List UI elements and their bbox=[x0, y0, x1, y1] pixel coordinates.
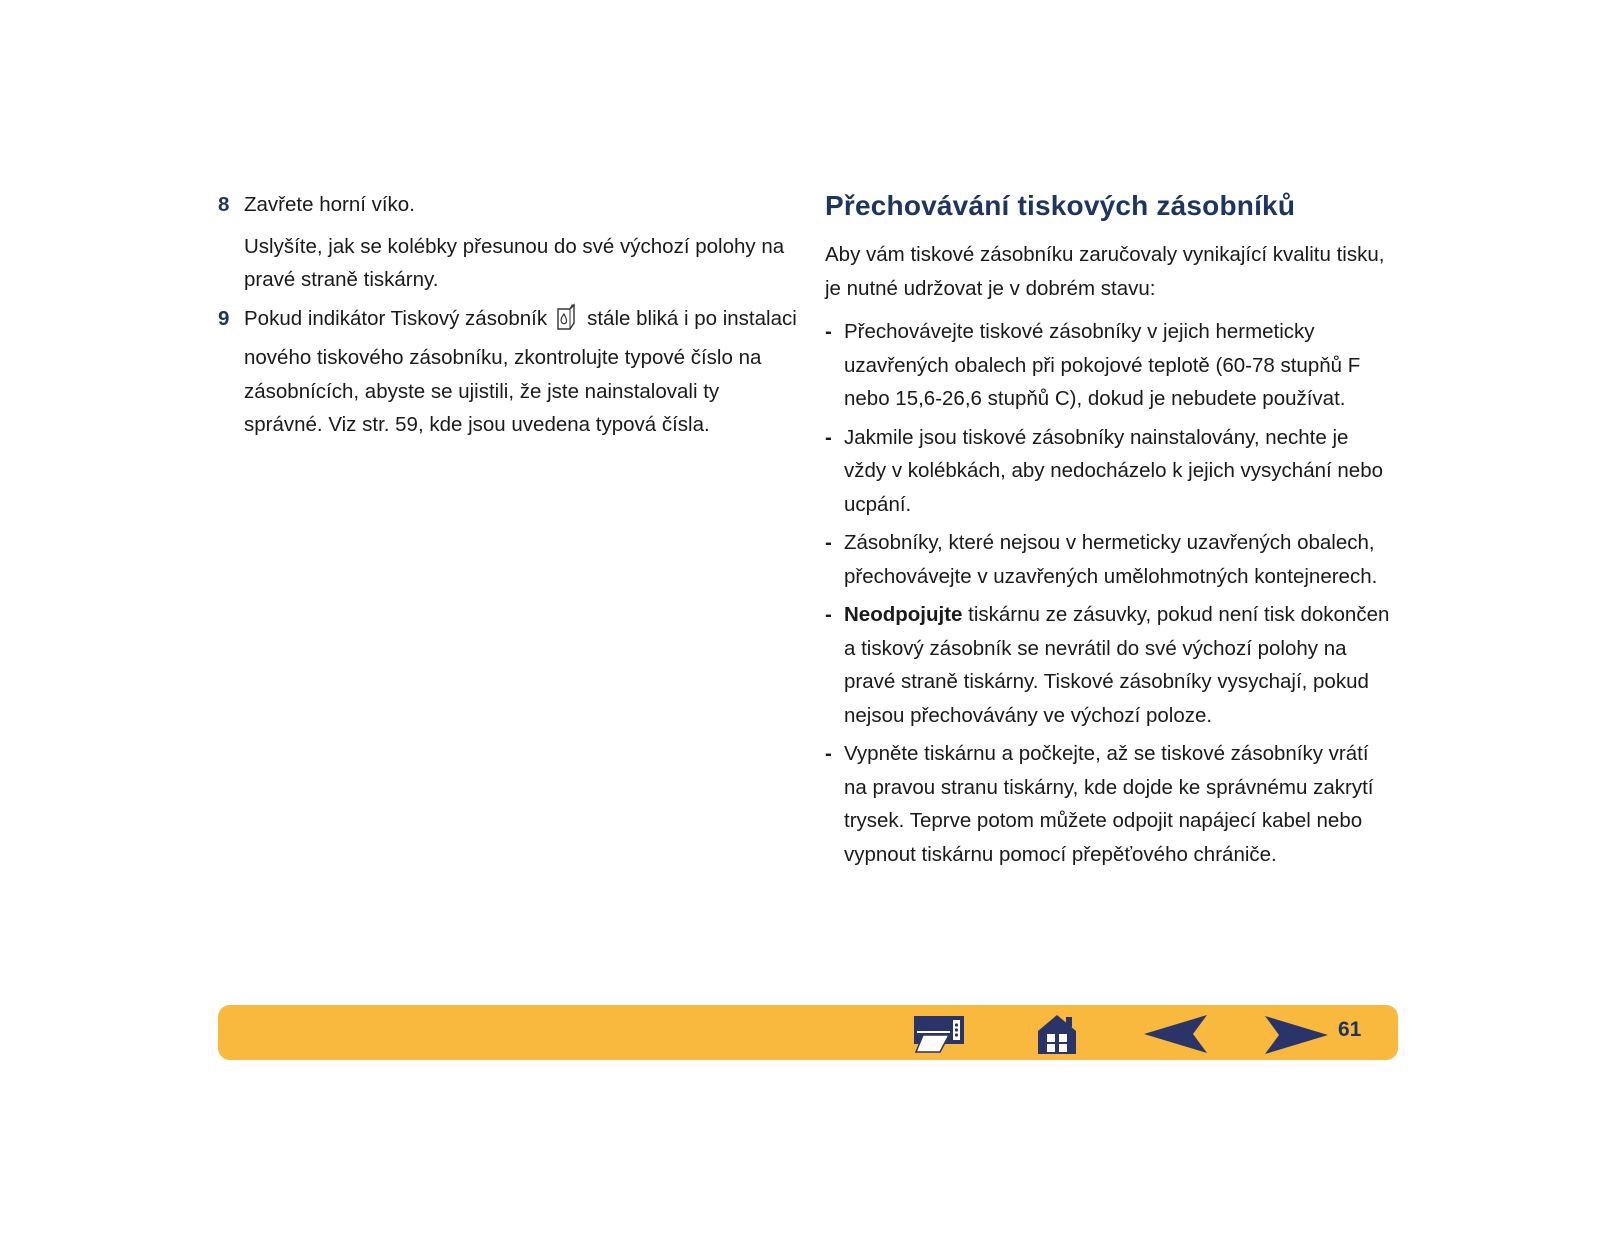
step-9 bbox=[218, 302, 798, 442]
intro-paragraph: Aby vám tiskové zásobníku zaručovaly vynikající kvalitu tisku, je nutné udržovat je v dobrém stavu: bbox=[825, 243, 1385, 300]
left-column bbox=[218, 188, 798, 442]
bold-keyword: Neodpojujte bbox=[844, 603, 963, 626]
bullet-marker: - bbox=[825, 531, 832, 554]
printer-icon[interactable] bbox=[913, 1015, 965, 1058]
step-number: 9 bbox=[218, 306, 230, 330]
step-text-end: stále bliká i po instalaci nového tiskového zásobníku, zkontrolujte typové číslo na zásobnících, abyste se ujistili, že jste nainstalovali ty správné. Viz str. 59, kde jsou uvedena typová čísla. bbox=[244, 306, 797, 436]
step-text: Zavřete horní víko. bbox=[244, 193, 415, 216]
next-arrow-icon[interactable] bbox=[1263, 1014, 1329, 1061]
bullet-marker: - bbox=[825, 425, 832, 449]
list-item: - Vypněte tiskárnu a počkejte, až se tiskové zásobníky vrátí na pravou stranu tiskárny, kde dojde ke správnému zakrytí trysek. Teprve potom můžete odpojit napájecí kabel nebo vypnout tiskárnu pomocí přepěťového chrániče. bbox=[825, 737, 1395, 871]
page-number: 61 bbox=[1338, 1018, 1362, 1041]
step-text-start: Pokud indikátor Tiskový zásobník bbox=[244, 306, 548, 330]
step-number: 8 bbox=[218, 193, 230, 216]
bullet-marker: - bbox=[825, 320, 832, 343]
navigation-bar bbox=[218, 1005, 1398, 1060]
right-column bbox=[825, 186, 1395, 876]
bullet-marker: - bbox=[825, 603, 832, 626]
home-icon[interactable] bbox=[1036, 1013, 1078, 1060]
section-title: Přechovávání tiskových zásobníků bbox=[825, 190, 1296, 221]
list-item: - Přechovávejte tiskové zásobníky v jejich hermeticky uzavřených obalech při pokojové teplotě (60-78 stupňů F nebo 15,6-26,6 stupňů C), dokud je nebudete používat. bbox=[825, 315, 1395, 416]
list-item: - Jakmile jsou tiskové zásobníky nainstalovány, nechte je vždy v kolébkách, aby nedocházelo k jejich vysychání nebo ucpání. bbox=[825, 421, 1395, 522]
tips-list bbox=[825, 315, 1395, 871]
step-8-note: Uslyšíte, jak se kolébky přesunou do své výchozí polohy na pravé straně tiskárny. bbox=[244, 234, 785, 291]
list-item: - Zásobníky, které nejsou v hermeticky uzavřených obalech, přechovávejte v uzavřených umělohmotných kontejnerech. bbox=[825, 526, 1395, 593]
list-item: - Neodpojujte tiskárnu ze zásuvky, pokud není tisk dokončen a tiskový zásobník se nevrátil do své výchozí polohy na pravé straně tiskárny. Tiskové zásobníky vysychají, pokud nejsou přechovávány ve výchozí poloze. bbox=[825, 598, 1395, 732]
bullet-marker: - bbox=[825, 742, 832, 765]
previous-arrow-icon[interactable] bbox=[1143, 1013, 1209, 1060]
ink-cartridge-icon bbox=[555, 303, 577, 342]
step-8 bbox=[218, 188, 798, 222]
